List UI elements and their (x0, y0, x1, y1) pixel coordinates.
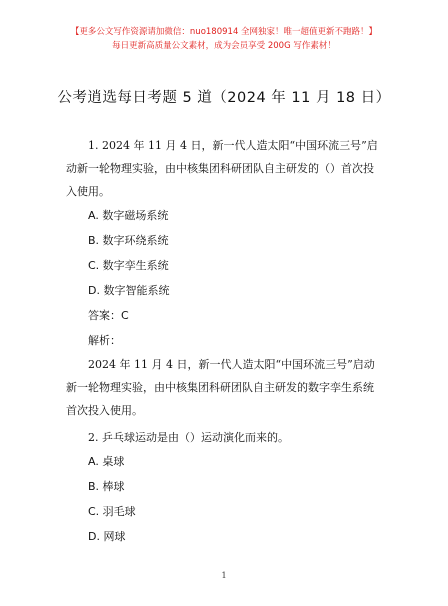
q1-option-a: A. 数字磁场系统 (88, 209, 169, 222)
q2-option-d: D. 网球 (88, 530, 126, 543)
question-content (66, 134, 384, 549)
q2-option-b: B. 棒球 (88, 480, 125, 493)
question-1-text: 1. 2024 年 11 月 4 日，新一代人造太阳“中国环流三号”启动新一轮物理实验，由中核集团科研团队自主研发的（）首次投入使用。 (66, 139, 378, 198)
q2-option-c: C. 羽毛球 (88, 505, 136, 518)
q1-answer: 答案：C (88, 309, 129, 322)
promo-header (0, 26, 448, 52)
q1-analysis-label: 解析： (88, 334, 121, 347)
question-2-text: 2. 乒乓球运动是由（）运动演化而来的。 (88, 431, 289, 444)
q1-option-c: C. 数字孪生系统 (88, 259, 169, 272)
q1-analysis-text: 2024 年 11 月 4 日，新一代人造太阳“中国环流三号”启动新一轮物理实验，由中核集团科研团队自主研发的数字孪生系统首次投入使用。 (66, 358, 375, 417)
q1-option-d: D. 数字智能系统 (88, 284, 170, 297)
q2-option-a: A. 桌球 (88, 455, 125, 468)
promo-line-1: 【更多公文写作资源请加微信：nuo180914 全网独家！唯一超值更新不跑路！】 (70, 27, 378, 37)
page-title: 公考逍选每日考题 5 道（2024 年 11 月 18 日） (57, 90, 391, 106)
promo-line-2: 每日更新高质量公文素材，成为会员享受 200G 写作素材！ (112, 41, 336, 51)
q1-option-b: B. 数字环绕系统 (88, 234, 169, 247)
page-number: 1 (221, 571, 227, 580)
